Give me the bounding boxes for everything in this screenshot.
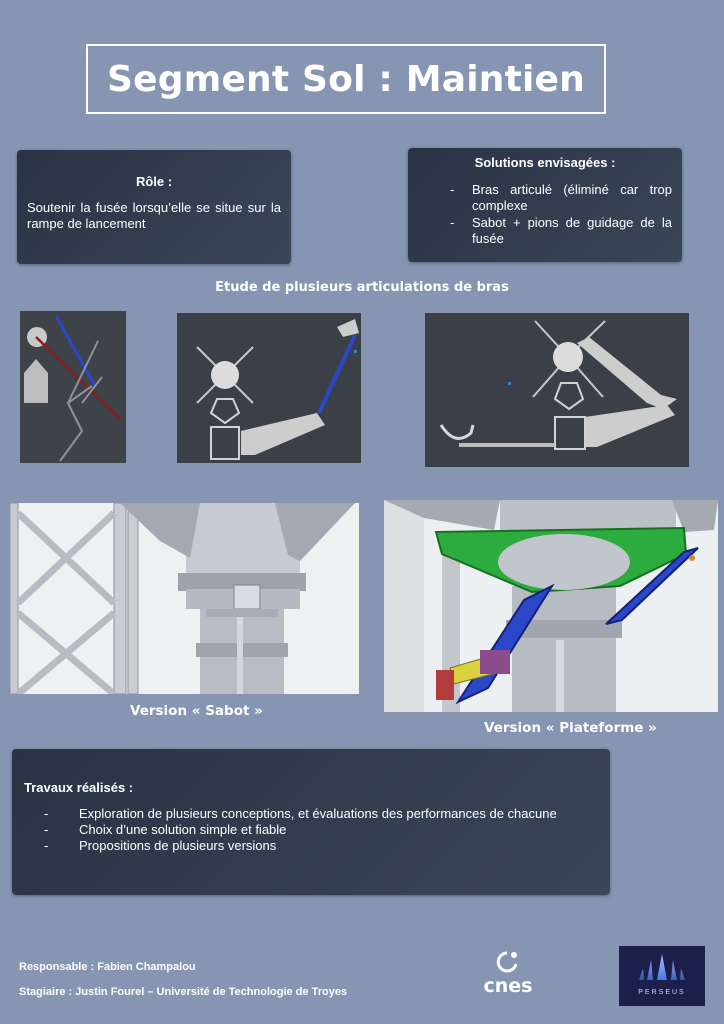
caption-plateforme: Version « Plateforme » (484, 720, 657, 736)
role-card (17, 150, 291, 264)
footer-stagiaire: Stagiaire : Justin Fourel – Université de Technologie de Troyes (19, 986, 348, 998)
arm-study-image-3 (425, 313, 689, 467)
solutions-item: - Sabot + pions de guidage de la fusée (450, 215, 672, 246)
arm-study-image-1 (20, 311, 126, 463)
sabot-render-art (10, 503, 359, 694)
arm-diagram-3 (425, 313, 689, 467)
footer-responsable: Responsable : Fabien Champalou (19, 961, 196, 973)
role-heading: Rôle : (135, 174, 173, 189)
travaux-item: - Choix d’une solution simple et fiable (44, 822, 287, 837)
arm-study-image-2 (177, 313, 361, 463)
role-text: Soutenir la fusée lorsqu’elle se situe sur la rampe de lancement (27, 200, 281, 231)
perseus-logo-text: PERSEUS (638, 989, 686, 996)
solutions-heading: Solutions envisagées : (474, 155, 616, 170)
page-title: Segment Sol : Maintien (107, 58, 585, 100)
cnes-swirl-icon (493, 950, 523, 974)
travaux-item: - Propositions de plusieurs versions (44, 838, 277, 853)
plateforme-render-art (384, 500, 718, 712)
perseus-logo (619, 946, 705, 1006)
title-box (86, 44, 606, 114)
travaux-item: - Exploration de plusieurs conceptions, et évaluations des performances de chacune (44, 806, 557, 821)
arm-diagram-1 (20, 311, 126, 463)
travaux-card (12, 749, 610, 895)
study-heading: Etude de plusieurs articulations de bras (215, 280, 509, 295)
travaux-heading: Travaux réalisés : (24, 780, 134, 795)
solutions-card (408, 148, 682, 262)
sabot-render (10, 503, 359, 694)
cnes-logo-text: cnes (483, 975, 533, 997)
arm-diagram-2 (177, 313, 361, 463)
perseus-rocket-icon (619, 946, 705, 986)
solutions-item: - Bras articulé (éliminé car trop complexe (450, 182, 672, 213)
cnes-logo (478, 950, 538, 998)
plateforme-render (384, 500, 718, 712)
caption-sabot: Version « Sabot » (130, 703, 263, 719)
